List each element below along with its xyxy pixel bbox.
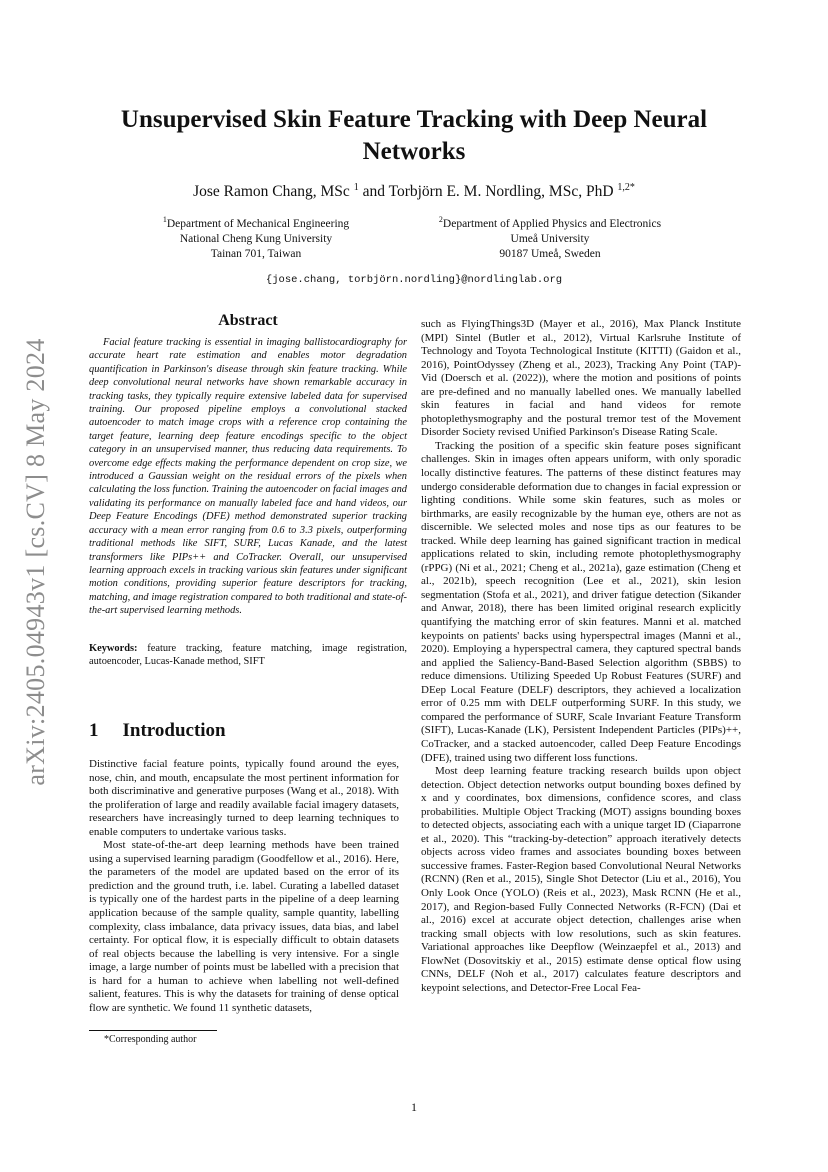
title-line-2: Networks [362, 138, 466, 165]
keywords-label: Keywords: [89, 643, 138, 654]
author-2: Torbjörn E. M. Nordling, MSc, PhD [388, 183, 614, 201]
section-heading [89, 720, 226, 742]
affiliation-1 [136, 212, 376, 262]
arxiv-stamp [18, 322, 54, 802]
arxiv-stamp-text: arXiv:2405.04943v1 [cs.CV] 8 May 2024 [21, 338, 50, 786]
abstract-text: Facial feature tracking is essential in imaging ballistocardiography for accurate heart rate estimation and enables motor degradation quantification in Parkinson's disease through skin feature tracking. While deep convolutional neural networks have shown remarkable accuracy in tracking tasks, they typically require extensive labeled data for supervised training. Our proposed pipeline employs a convolutional stacked autoencoder to match image crops with a reference crop containing the target feature, learning deep feature encodings specific to the object category in an unsupervised manner, thus reducing data requirements. To overcome edge effects making the performance dependent on crop size, we introduced a Gaussian weight on the residual errors of the pixels when calculating the loss function. Training the autoencoder on facial images and validating its performance on manually labeled face and hand videos, our Deep Feature Encodings (DFE) method demonstrated superior tracking accuracy with a mean error ranging from 0.6 to 3.3 pixels, outperforming traditional methods like SIFT, SURF, Lucas Kanade, and the latest transformers like PIPs++ and CoTracker. Overall, our unsupervised learning approach excels in tracking various skin features under significant motion conditions, providing superior feature descriptors for tracking, matching, and image registration compared to both traditional and state-of-the-art supervised learning methods. [89, 337, 407, 617]
affiliation-1-line1: Department of Mechanical Engineering [166, 217, 350, 230]
author-2-affil: 1,2* [617, 182, 635, 193]
intro-paragraph-2: Most state-of-the-art deep learning methods have been trained using a supervised learning paradigm (Goodfellow et al., 2016). Here, the parameters of the model are updated based on the error of its prediction and the ground truth, i.e. label. Curating a labelled dataset is typically one of the hardest parts in the pipeline of a deep learning application because of the sample quality, sample quantity, labelling complexity, class imbalance, data privacy issues, data bias, and label certainty. For optical flow, it is especially difficult to obtain datasets of real objects because the labelling is very intensive. For a single image, a large number of points must be labelled with a precision that is hard for a human to achieve when labelling not well-defined salient, features. This is why the datasets for training of dense optical flow are synthetic. We found 11 synthetic datasets, [89, 839, 399, 1014]
paper-title [80, 104, 748, 168]
right-paragraph-1: such as FlyingThings3D (Mayer et al., 2016), Max Planck Institute (MPI) Sintel (Butler et al., 2012), Virtual Karlsruhe Institute of Technology and Toyota Technological Institute (KITTI) (Gaidon et al., 2016), PointOdyssey (Zheng et al., 2023), Tracking Any Point (TAP)-Vid (Doersch et al. (2022)), where the motion and positions of points are pre-defined and no manually labelled ones. We manually labelled skin features in facial and hand videos for remote photoplethysmography and the postural tremor test of the Movement Disorder Society revised Unified Parkinson's Disease Rating Scale. [421, 318, 741, 439]
affiliation-2-sup: 2 [438, 215, 443, 224]
affiliation-2-line1: Department of Applied Physics and Electronics [442, 217, 662, 230]
right-column [421, 318, 741, 995]
affiliation-2-line3: 90187 Umeå, Sweden [499, 247, 601, 260]
footnote: *Corresponding author [104, 1034, 197, 1045]
keywords [89, 642, 407, 669]
keywords-text: feature tracking, feature matching, image registration, autoencoder, Lucas-Kanade method, SIFT [89, 643, 407, 668]
right-paragraph-3: Most deep learning feature tracking research builds upon object detection. Object detection networks output bounding boxes defined by x and y coordinates, box dimensions, confidence scores, and class probabilities. Multiple Object Tracking (MOT) assigns bounding boxes to detected objects, associating each with a unique target ID (Ciaparrone et al., 2020). This “tracking-by-detection” approach iteratively detects objects across video frames and associates bounding boxes between successive frames. Faster-Region based Convolutional Neural Networks (RCNN) (Ren et al., 2015), Single Shot Detector (Liu et al., 2016), You Only Look Once (YOLO) (Reis et al., 2023), Mask RCNN (He et al., 2017), and Region-based Fully Connected Networks (R-FCN) (Dai et al., 2016) excel at accurate object detection, challenges arise when tracking small objects with low resolutions, such as skin features. Variational approaches like Deepflow (Weinzaepfel et al., 2013) and FlowNet (Dosovitskiy et al., 2015) estimate dense optical flow using CNNs, DELF (Noh et al., 2017) calculates feature descriptors and keypoint selections, and Detector-Free Local Fea- [421, 765, 741, 994]
title-line-1: Unsupervised Skin Feature Tracking with Deep Neural [120, 106, 708, 133]
author-conjunction: and [362, 183, 385, 201]
introduction-left-column [89, 758, 399, 1015]
affiliation-1-line3: Tainan 701, Taiwan [210, 247, 302, 260]
author-1-affil: 1 [353, 182, 359, 193]
abstract-heading: Abstract [218, 312, 278, 329]
author-list [80, 182, 748, 201]
page-number: 1 [411, 1100, 417, 1114]
author-1: Jose Ramon Chang, MSc [193, 183, 350, 201]
section-title: Introduction [122, 720, 226, 741]
right-paragraph-2: Tracking the position of a specific skin feature poses significant challenges. Skin in images often appears uniform, with only sporadic locally distinctive features. The patterns of these distinct features may undergo considerable deformation due to changes in facial expression or lighting conditions. While some skin features, such as moles or birthmarks, are easily recognizable by the human eye, others are not as discernible. We selected moles and nose tips as our features to be tracked. While deep learning has gained significant traction in medical applications related to skin, including remote photoplethysmography (rPPG) (Ni et al., 2021; Cheng et al., 2021a), gaze estimation (Cheng et al., 2021b), speech recognition (Lee et al., 2021), skin lesion segmentation (Stofa et al., 2021), and driver fatigue detection (Sikander and Anwar, 2018), there has been limited original research explicitly quantifying the matching error of skin features. Manni et al. matched keypoints on patients' backs using hyperspectral images (Manni et al., 2020). Employing a hyperspectral camera, they captured spectral bands and applied the Saliency-Band-Based Selection algorithm (SBBS) to reduce dimensions. Utilizing Speeded Up Robust Features (SURF) and DEep Local Feature (DELF) descriptors, they achieved a localization error of 0.25 mm with DELF outperforming SURF. In this study, we compared the performance of SURF, Scale Invariant Feature Transform (SIFT), Lucas-Kanade (LK), Persistent Independent Particles (PIPs)++, CoTracker, and a stacked autoencoder, called Deep Feature Encodings (DFE), trained using two different loss functions. [421, 439, 741, 764]
affiliation-1-line2: National Cheng Kung University [179, 232, 333, 245]
affiliation-2-line2: Umeå University [510, 232, 590, 245]
section-number: 1 [89, 720, 99, 741]
intro-paragraph-1: Distinctive facial feature points, typically found around the eyes, nose, chin, and mouth, encapsulate the most pertinent information for both discriminative and generative purposes (Wang et al., 2018). With the proliferation of large and readily available facial imagery datasets, researchers have increasingly turned to deep learning techniques to enable computers to undertake various tasks. [89, 758, 399, 838]
affiliation-2 [420, 212, 680, 262]
author-email[interactable]: {jose.chang, torbjörn.nordling}@nordlinglab.org [265, 274, 563, 286]
footnote-divider [89, 1030, 217, 1031]
abstract-body [89, 336, 407, 618]
affiliation-1-sup: 1 [162, 215, 167, 224]
